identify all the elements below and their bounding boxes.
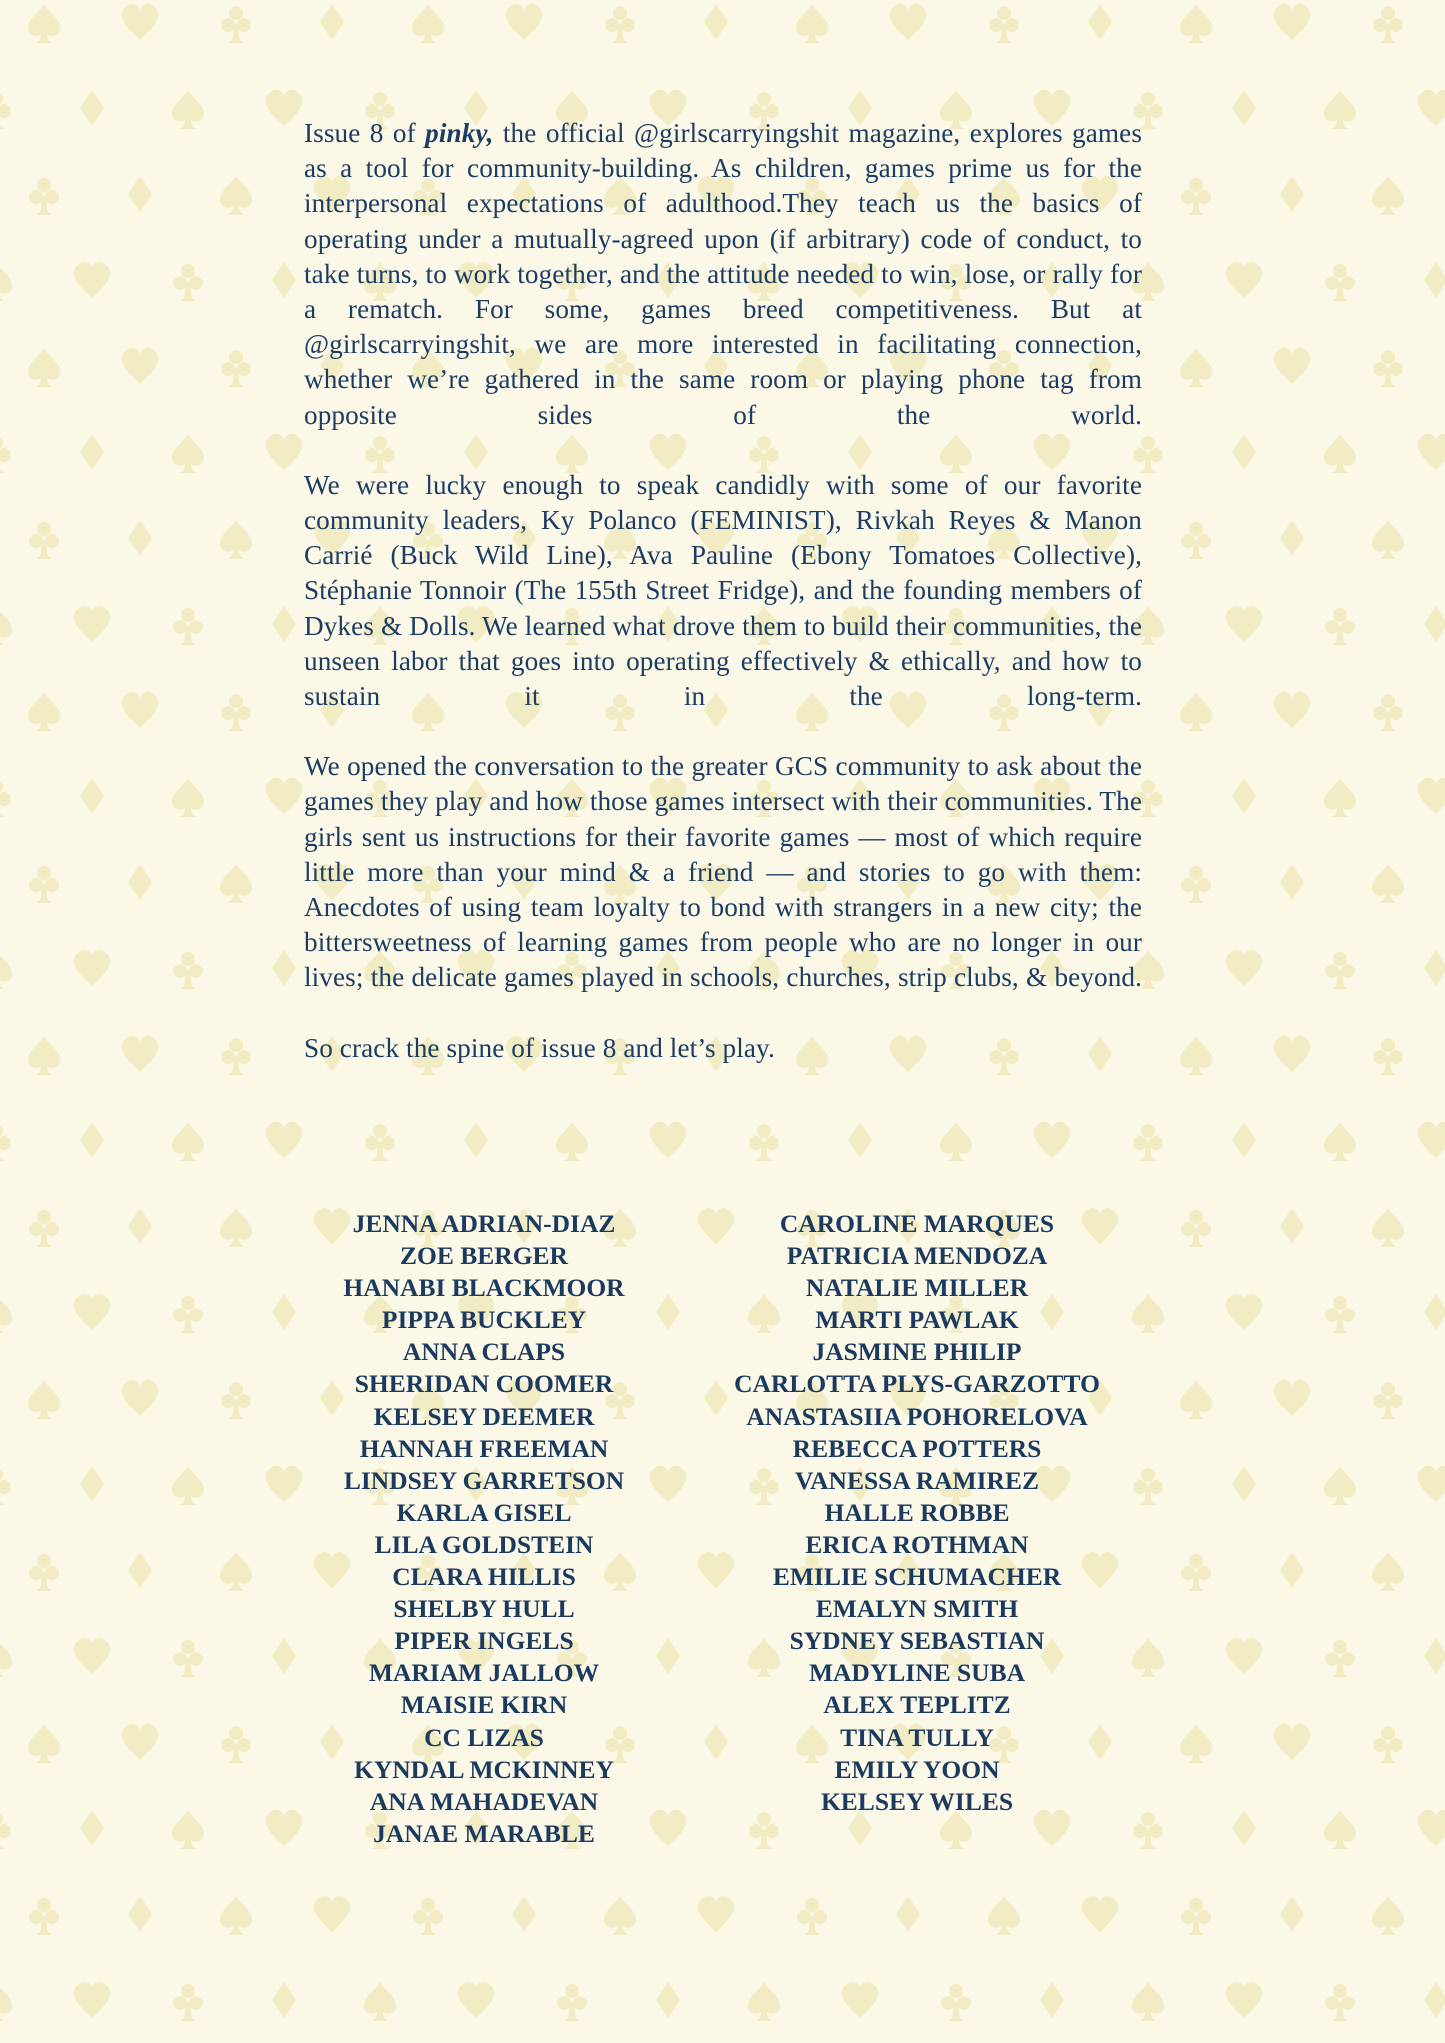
- contributor-name: CLARA HILLIS: [392, 1562, 576, 1592]
- contributor-name: MAISIE KIRN: [400, 1690, 568, 1720]
- contributor-name: MARTI PAWLAK: [815, 1305, 1019, 1335]
- contributor-name: PIPPA BUCKLEY: [381, 1305, 587, 1335]
- contributor-name: JANAE MARABLE: [373, 1818, 595, 1848]
- contributor-name: PIPER INGELS: [394, 1626, 574, 1656]
- contributor-name: KARLA GISEL: [396, 1497, 572, 1527]
- contributor-name: KELSEY WILES: [820, 1786, 1014, 1816]
- intro-lead-text: Issue 8 of: [304, 118, 426, 148]
- contributor-name: CARLOTTA PLYS-GARZOTTO: [734, 1369, 1100, 1399]
- contributor-name: EMILIE SCHUMACHER: [772, 1562, 1062, 1592]
- intro-paragraph-1: [304, 116, 1142, 433]
- contributors-list-right: [717, 1208, 1117, 1818]
- contributor-name: REBECCA POTTERS: [792, 1433, 1042, 1463]
- contributor-name: HANABI BLACKMOOR: [343, 1273, 625, 1303]
- contributor-name: MARIAM JALLOW: [368, 1658, 600, 1688]
- contributor-name: HALLE ROBBE: [824, 1497, 1010, 1527]
- contributor-name: ERICA ROTHMAN: [805, 1529, 1029, 1559]
- contributor-name: ZOE BERGER: [400, 1241, 568, 1271]
- contributor-name: SHELBY HULL: [393, 1594, 575, 1624]
- intro-body-text: the official @girlscarryingshit magazine, explores games as a tool for community-building. As children, games prime us for the interpersonal expectations of adulthood.They teach us the basics of operating under a mutually-agreed upon (if arbitrary) code of conduct, to take turns, to work together, and the attitude needed to win, lose, or rally for a rematch. For some, games breed competitiveness. But at @girlscarryingshit, we are more interested in facilitating connection, whether we’re gathered in the same room or playing phone tag from opposite sides of the world.: [304, 118, 1142, 430]
- contributor-name: ANASTASIIA POHORELOVA: [746, 1401, 1088, 1431]
- contributor-name: MADYLINE SUBA: [808, 1658, 1026, 1688]
- contributor-name: LINDSEY GARRETSON: [343, 1465, 625, 1495]
- intro-paragraph-3: We opened the conversation to the greater GCS community to ask about the games they play and how those games intersect with their communities. The girls sent us instructions for their favorite games — most of which require little more than your mind & a friend — and stories to go with them: Anecdotes of using team loyalty to bond with strangers in a new city; the bittersweetness of learning games from people who are no longer in our lives; the delicate games played in schools, churches, strip clubs, & beyond.: [304, 751, 1142, 993]
- contributor-name: ALEX TEPLITZ: [823, 1690, 1011, 1720]
- contributor-name: KYNDAL MCKINNEY: [354, 1754, 614, 1784]
- contributor-name: LILA GOLDSTEIN: [374, 1529, 594, 1559]
- contributor-name: ANA MAHADEVAN: [369, 1786, 599, 1816]
- contributor-name: JENNA ADRIAN-DIAZ: [352, 1209, 616, 1238]
- contributor-name: KELSEY DEEMER: [373, 1401, 595, 1431]
- contributor-name: JASMINE PHILIP: [812, 1337, 1022, 1367]
- contributors-list-left: [284, 1208, 684, 1850]
- contributor-name: EMALYN SMITH: [815, 1594, 1019, 1624]
- contributor-name: TINA TULLY: [840, 1722, 994, 1752]
- contributor-name: EMILY YOON: [834, 1754, 1000, 1784]
- contributor-name: SYDNEY SEBASTIAN: [789, 1626, 1045, 1656]
- contributor-name: VANESSA RAMIREZ: [795, 1465, 1039, 1495]
- contributor-name: ANNA CLAPS: [402, 1337, 566, 1367]
- intro-paragraph-2: We were lucky enough to speak candidly with some of our favorite community leaders, Ky Polanco (FEMINIST), Rivkah Reyes & Manon Carrié (Buck Wild Line), Ava Pauline (Ebony Tomatoes Collective), Stéphanie Tonnoir (The 155th Street Fridge), and the founding members of Dykes & Dolls. We learned what drove them to build their communities, the unseen labor that goes into operating effectively & ethically, and how to sustain it in the long-term.: [304, 469, 1142, 712]
- contributor-name: SHERIDAN COOMER: [354, 1369, 614, 1399]
- contributor-name: CC LIZAS: [424, 1722, 544, 1752]
- contributor-name: HANNAH FREEMAN: [359, 1433, 609, 1463]
- contributor-name: PATRICIA MENDOZA: [786, 1241, 1048, 1271]
- contributor-name: NATALIE MILLER: [805, 1273, 1029, 1303]
- intro-paragraph-4: So crack the spine of issue 8 and let’s play.: [304, 1032, 775, 1063]
- contributor-name: CAROLINE MARQUES: [779, 1209, 1055, 1238]
- magazine-name: pinky,: [425, 118, 494, 148]
- intro-text: [304, 116, 1142, 1101]
